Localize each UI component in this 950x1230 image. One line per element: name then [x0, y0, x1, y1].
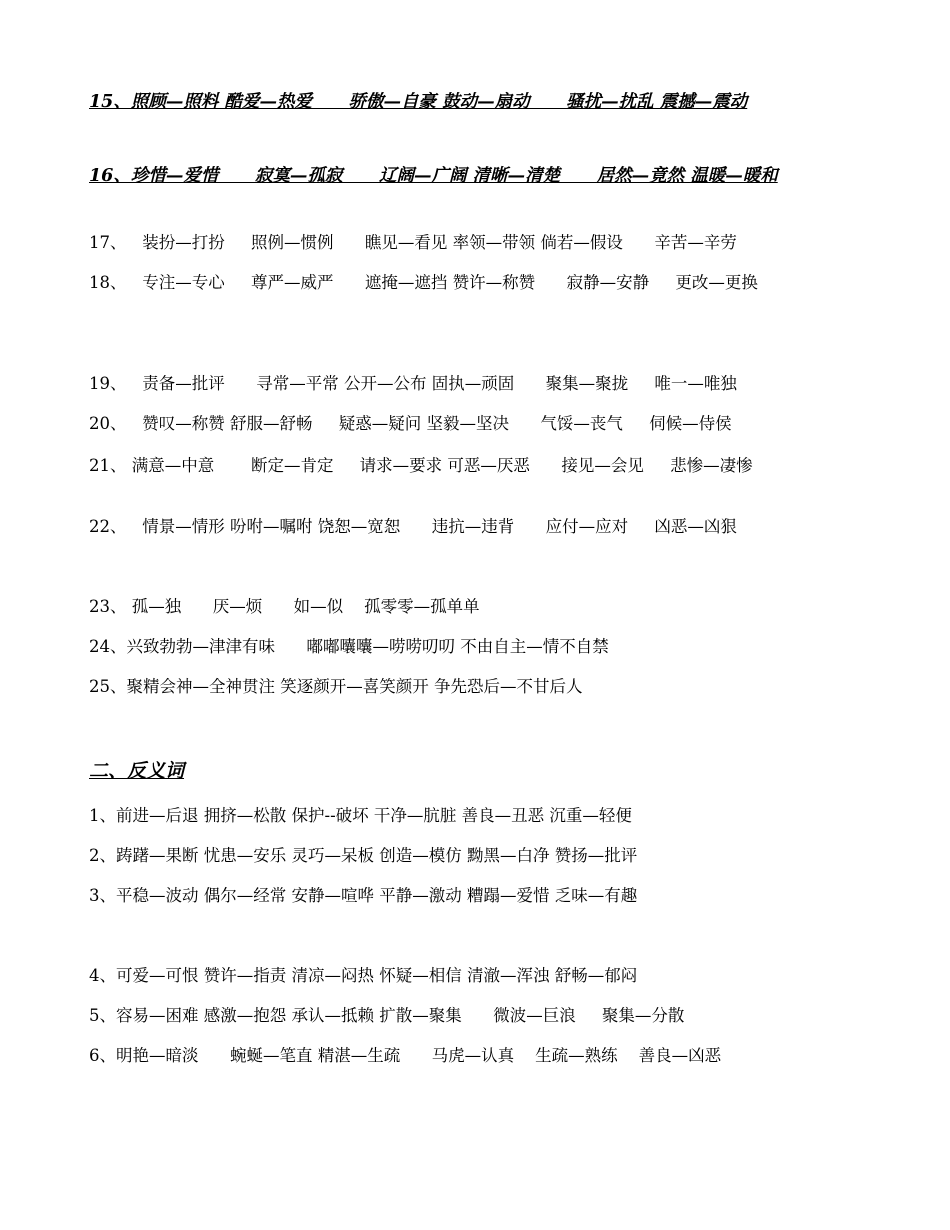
synonym-line-20: 20、 赞叹—称赞 舒服—舒畅 疑惑—疑问 坚毅—坚决 气馁—丧气 伺候—侍侯: [89, 414, 732, 433]
synonym-line-19: 19、 责备—批评 寻常—平常 公开—公布 固执—顽固 聚集—聚拢 唯一—唯独: [89, 374, 737, 393]
synonym-line-15: 15、照顾—照料 酷爱—热爱 骄傲—自豪 鼓动—扇动 骚扰—扰乱 震撼—震动: [89, 92, 748, 112]
synonym-line-22: 22、 情景—情形 吩咐—嘱咐 饶恕—宽恕 违抗—违背 应付—应对 凶恶—凶狠: [89, 517, 737, 536]
synonym-line-21: 21、 满意—中意 断定—肯定 请求—要求 可恶—厌恶 接见—会见 悲惨—凄惨: [89, 456, 753, 475]
antonym-line-5: 5、容易—困难 感激—抱怨 承认—抵赖 扩散—聚集 微波—巨浪 聚集—分散: [89, 1006, 685, 1025]
synonym-line-25: 25、聚精会神—全神贯注 笑逐颜开—喜笑颜开 争先恐后—不甘后人: [89, 677, 583, 696]
synonym-line-18: 18、 专注—专心 尊严—威严 遮掩—遮挡 赞许—称赞 寂静—安静 更改—更换: [89, 273, 758, 292]
synonym-line-16: 16、珍惜—爱惜 寂寞—孤寂 辽阔—广阔 清晰—清楚 居然—竟然 温暖—暖和: [89, 166, 778, 186]
antonym-line-2: 2、踌躇—果断 忧患—安乐 灵巧—呆板 创造—模仿 黝黑—白净 赞扬—批评: [89, 846, 638, 865]
synonym-line-24: 24、兴致勃勃—津津有味 嘟嘟囔囔—唠唠叨叨 不由自主—情不自禁: [89, 637, 609, 656]
synonym-line-23: 23、 孤—独 厌—烦 如—似 孤零零—孤单单: [89, 597, 480, 616]
antonym-line-1: 1、前进—后退 拥挤—松散 保护--破坏 干净—肮脏 善良—丑恶 沉重—轻便: [89, 806, 632, 825]
antonym-line-4: 4、可爱—可恨 赞许—指责 清凉—闷热 怀疑—相信 清澈—浑浊 舒畅—郁闷: [89, 966, 638, 985]
antonyms-heading: 二、反义词: [89, 760, 185, 782]
antonym-line-3: 3、平稳—波动 偶尔—经常 安静—喧哗 平静—激动 糟蹋—爱惜 乏味—有趣: [89, 886, 638, 905]
antonym-line-6: 6、明艳—暗淡 蜿蜒—笔直 精湛—生疏 马虎—认真 生疏—熟练 善良—凶恶: [89, 1046, 722, 1065]
synonym-line-17: 17、 装扮—打扮 照例—惯例 瞧见—看见 率领—带领 倘若—假设 辛苦—辛劳: [89, 233, 737, 252]
